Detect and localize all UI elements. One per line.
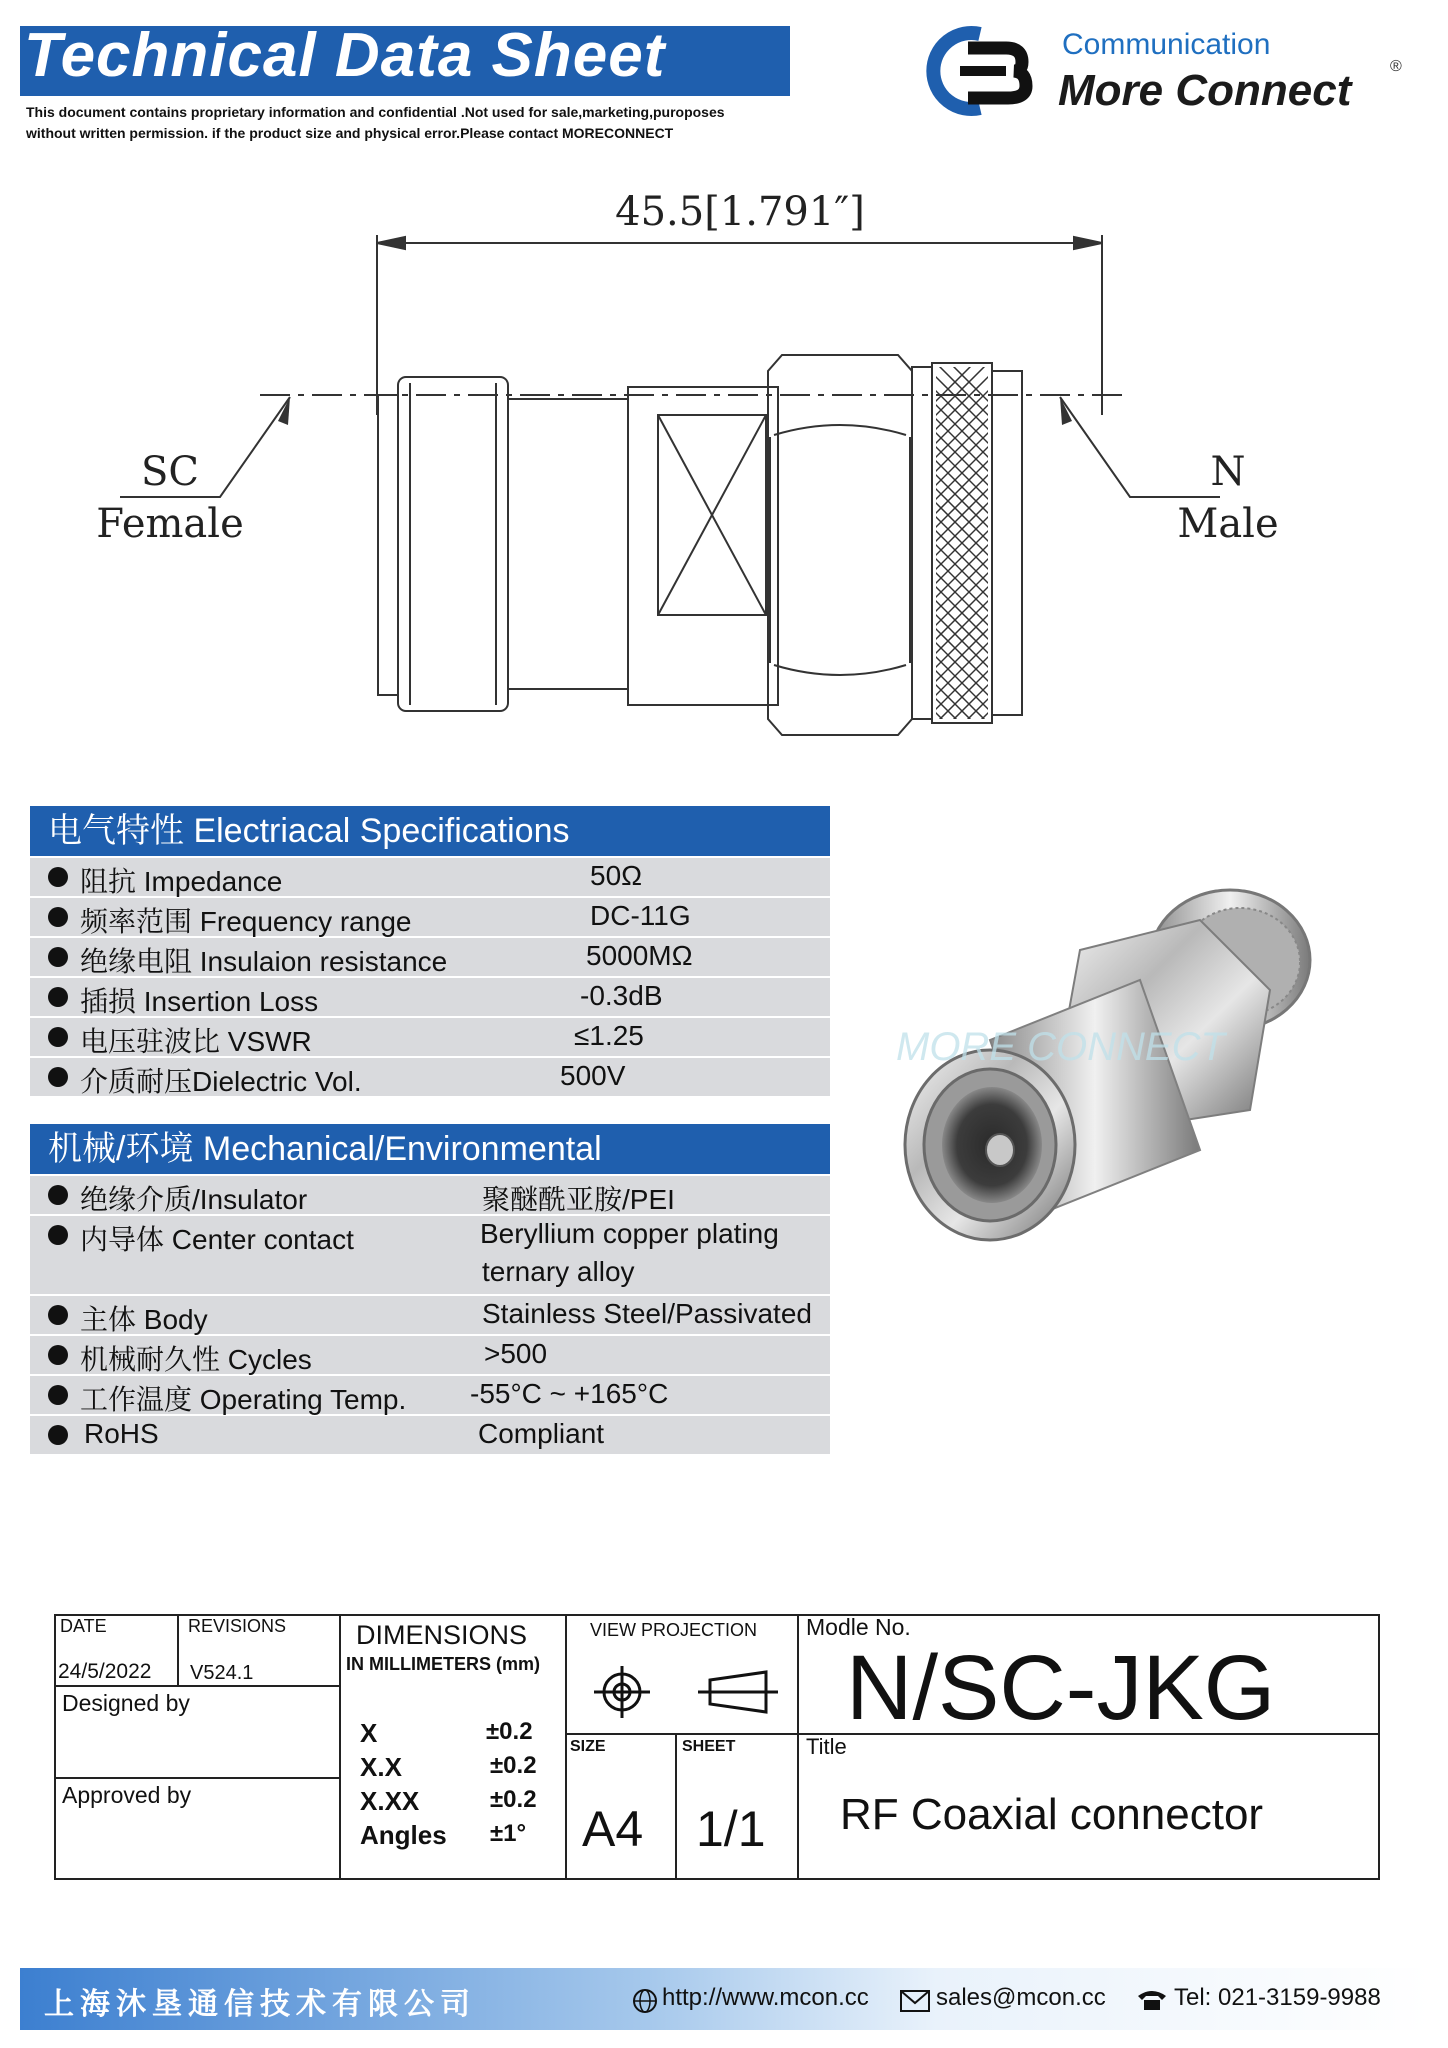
spec-value: ≤1.25: [574, 1020, 644, 1051]
designed-by-label: Designed by: [62, 1690, 190, 1716]
date-value: 24/5/2022: [58, 1660, 152, 1683]
spec-value: 聚醚酰亚胺/PEI: [482, 1184, 675, 1215]
spec-row: [30, 858, 830, 896]
bullet-icon: [48, 1305, 68, 1325]
globe-icon: [632, 1988, 658, 2014]
spec-value: Beryllium copper plating: [480, 1218, 779, 1249]
dimensions-units: IN MILLIMETERS (mm): [346, 1654, 540, 1674]
revisions-value: V524.1: [190, 1662, 254, 1684]
spec-value: -55°C ~ +165°C: [470, 1378, 669, 1409]
tolerance-value: ±0.2: [490, 1752, 537, 1779]
mechanical-spec-heading: 机械/环境 Mechanical/Environmental: [30, 1124, 830, 1174]
brand-tagline: Communication: [1062, 28, 1271, 61]
dimensions-title: DIMENSIONS: [356, 1620, 528, 1650]
spec-label: 机械耐久性 Cycles: [80, 1344, 312, 1375]
footer-phone: Tel: 021-3159-9988: [1174, 1984, 1381, 2011]
spec-row: [30, 1176, 830, 1214]
spec-row: [30, 1416, 830, 1454]
bullet-icon: [48, 867, 68, 887]
tolerance-name: X: [360, 1718, 378, 1748]
spec-label: 主体 Body: [80, 1304, 208, 1335]
tolerance-value: ±0.2: [490, 1786, 537, 1813]
bullet-icon: [48, 987, 68, 1007]
spec-label: 工作温度 Operating Temp.: [80, 1384, 407, 1415]
bullet-icon: [48, 1225, 68, 1245]
tolerance-name: X.XX: [360, 1786, 420, 1816]
spec-value: -0.3dB: [580, 980, 663, 1011]
spec-row: [30, 1058, 830, 1096]
disclaimer-line-2: without written permission. if the product size and physical error.Please contact MORECONNECT: [26, 125, 674, 141]
electrical-spec-table: [30, 806, 830, 1096]
size-value: A4: [582, 1801, 644, 1857]
footer-company-name: 上海沐垦通信技术有限公司: [44, 1987, 476, 2022]
spec-label: RoHS: [84, 1418, 159, 1449]
spec-value-continued: ternary alloy: [482, 1256, 635, 1287]
document-title: Technical Data Sheet: [24, 21, 666, 90]
sheet-value: 1/1: [696, 1801, 766, 1857]
bullet-icon: [48, 1067, 68, 1087]
spec-label: 阻抗 Impedance: [80, 866, 283, 897]
overall-length-dimension: 45.5[1.791″]: [615, 189, 865, 235]
spec-value: Compliant: [478, 1418, 605, 1449]
spec-row: [30, 1296, 830, 1334]
connector-technical-drawing: [96, 175, 1320, 715]
photo-watermark: MORE CONNECT: [896, 1025, 1225, 1069]
footer-email[interactable]: sales@mcon.cc: [936, 1984, 1106, 2011]
tolerance-value: ±1°: [490, 1820, 527, 1847]
sheet-label: SHEET: [682, 1738, 736, 1755]
spec-label: 绝缘介质/Insulator: [80, 1184, 308, 1215]
spec-row: [30, 1336, 830, 1374]
spec-value: 5000MΩ: [586, 940, 693, 971]
spec-row: [30, 898, 830, 936]
email-icon: [900, 1990, 930, 2012]
title-value: RF Coaxial connector: [840, 1790, 1264, 1839]
cone-projection-icon: [698, 1672, 778, 1712]
model-number-label: Modle No.: [806, 1614, 911, 1640]
bullet-icon: [48, 1345, 68, 1365]
registered-mark: ®: [1390, 58, 1402, 75]
spec-row: [30, 1376, 830, 1414]
spec-row: [30, 1216, 830, 1294]
model-number: N/SC-JKG: [846, 1637, 1276, 1739]
tolerance-name: X.X: [360, 1752, 402, 1782]
view-projection-label: VIEW PROJECTION: [590, 1620, 758, 1640]
tolerance-name: Angles: [360, 1820, 447, 1850]
spec-value: Stainless Steel/Passivated: [482, 1298, 812, 1329]
spec-value: >500: [484, 1338, 548, 1369]
spec-value: DC-11G: [590, 900, 691, 931]
bullet-icon: [48, 1185, 68, 1205]
spec-row: [30, 1018, 830, 1056]
telephone-icon: [1136, 1988, 1168, 2012]
left-end-type: SC: [140, 449, 200, 495]
mechanical-spec-table: [30, 1124, 830, 1454]
company-logo-icon: [910, 26, 1040, 116]
first-angle-projection-icon: [594, 1666, 650, 1718]
brand-name: More Connect: [1058, 66, 1352, 115]
tolerance-value: ±0.2: [486, 1718, 533, 1745]
footer-website[interactable]: http://www.mcon.cc: [662, 1984, 869, 2011]
electrical-spec-heading: 电气特性 Electriacal Specifications: [30, 806, 830, 856]
left-end-gender: Female: [96, 501, 244, 547]
spec-label: 绝缘电阻 Insulaion resistance: [80, 946, 448, 977]
date-label: DATE: [60, 1616, 107, 1636]
spec-label: 频率范围 Frequency range: [80, 906, 412, 937]
bullet-icon: [48, 1425, 68, 1445]
spec-value: 50Ω: [590, 860, 643, 891]
spec-value: 500V: [560, 1060, 626, 1091]
spec-label: 内导体 Center contact: [80, 1224, 354, 1255]
disclaimer-line-1: This document contains proprietary information and confidential .Not used for sale,marketing,puroposes: [26, 104, 725, 120]
spec-label: 电压驻波比 VSWR: [80, 1026, 312, 1057]
bullet-icon: [48, 907, 68, 927]
title-label: Title: [806, 1734, 847, 1759]
bullet-icon: [48, 1027, 68, 1047]
revisions-label: REVISIONS: [188, 1616, 287, 1636]
approved-by-label: Approved by: [62, 1782, 192, 1808]
bullet-icon: [48, 947, 68, 967]
connector-product-photo: [896, 880, 1340, 1280]
size-label: SIZE: [570, 1738, 606, 1755]
spec-row: [30, 978, 830, 1016]
spec-label: 插损 Insertion Loss: [80, 986, 319, 1017]
right-end-type: N: [1210, 449, 1246, 495]
bullet-icon: [48, 1385, 68, 1405]
spec-label: 介质耐压Dielectric Vol.: [80, 1066, 362, 1097]
spec-row: [30, 938, 830, 976]
right-end-gender: Male: [1177, 501, 1279, 547]
